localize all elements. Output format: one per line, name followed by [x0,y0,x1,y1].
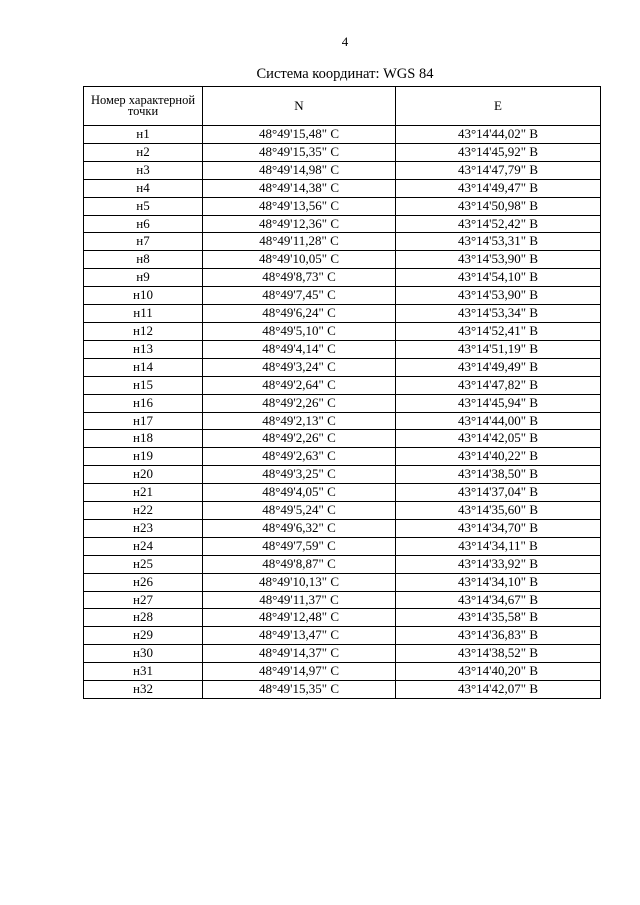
latitude-cell: 48°49'8,73" С [203,269,396,287]
table-row [84,645,601,663]
point-number-cell: н26 [84,573,203,591]
latitude-cell: 48°49'7,45" С [203,287,396,305]
point-number-cell: н21 [84,484,203,502]
longitude-cell: 43°14'44,00" В [396,412,601,430]
table-row [84,519,601,537]
point-number-cell: н23 [84,519,203,537]
page-number: 4 [341,34,349,49]
longitude-cell: 43°14'45,94" В [396,394,601,412]
table-row [84,126,601,144]
latitude-cell: 48°49'4,05" С [203,484,396,502]
table-row [84,233,601,251]
latitude-cell: 48°49'6,24" С [203,305,396,323]
table-row [84,502,601,520]
header-row [84,87,601,126]
point-number-cell: н12 [84,322,203,340]
longitude-cell: 43°14'53,90" В [396,251,601,269]
table-row [84,466,601,484]
latitude-cell: 48°49'7,59" С [203,537,396,555]
point-number-cell: н25 [84,555,203,573]
latitude-cell: 48°49'4,14" С [203,340,396,358]
point-number-cell: н27 [84,591,203,609]
table-row [84,555,601,573]
latitude-cell: 48°49'14,38" С [203,179,396,197]
point-number-cell: н29 [84,627,203,645]
longitude-cell: 43°14'42,07" В [396,681,601,699]
latitude-cell: 48°49'15,35" С [203,143,396,161]
table-row [84,627,601,645]
table-row [84,215,601,233]
point-number-cell: н32 [84,681,203,699]
point-number-cell: н14 [84,358,203,376]
longitude-cell: 43°14'51,19" В [396,340,601,358]
longitude-cell: 43°14'53,90" В [396,287,601,305]
latitude-cell: 48°49'14,97" С [203,663,396,681]
latitude-cell: 48°49'12,48" С [203,609,396,627]
point-number-cell: н16 [84,394,203,412]
point-number-cell: н7 [84,233,203,251]
point-number-cell: н30 [84,645,203,663]
point-number-cell: н18 [84,430,203,448]
table-row [84,376,601,394]
latitude-cell: 48°49'10,13" С [203,573,396,591]
longitude-cell: 43°14'40,20" В [396,663,601,681]
latitude-cell: 48°49'14,37" С [203,645,396,663]
table-row [84,322,601,340]
point-number-cell: н24 [84,537,203,555]
longitude-cell: 43°14'36,83" В [396,627,601,645]
longitude-cell: 43°14'38,52" В [396,645,601,663]
point-number-cell: н10 [84,287,203,305]
table-row [84,358,601,376]
point-number-cell: н8 [84,251,203,269]
table-row [84,269,601,287]
point-number-cell: н28 [84,609,203,627]
table-row [84,179,601,197]
table-body [84,126,601,699]
latitude-cell: 48°49'12,36" С [203,215,396,233]
longitude-cell: 43°14'33,92" В [396,555,601,573]
longitude-cell: 43°14'34,10" В [396,573,601,591]
latitude-cell: 48°49'15,48" С [203,126,396,144]
point-number-cell: н20 [84,466,203,484]
longitude-cell: 43°14'40,22" В [396,448,601,466]
point-number-cell: н9 [84,269,203,287]
table-row [84,340,601,358]
latitude-cell: 48°49'13,56" С [203,197,396,215]
point-number-cell: н5 [84,197,203,215]
table-row [84,591,601,609]
latitude-cell: 48°49'2,13" С [203,412,396,430]
latitude-cell: 48°49'5,10" С [203,322,396,340]
latitude-cell: 48°49'11,28" С [203,233,396,251]
latitude-cell: 48°49'2,26" С [203,394,396,412]
table-row [84,161,601,179]
point-number-cell: н31 [84,663,203,681]
longitude-cell: 43°14'37,04" В [396,484,601,502]
table-row [84,448,601,466]
longitude-cell: 43°14'54,10" В [396,269,601,287]
point-number-cell: н2 [84,143,203,161]
table-header [84,87,601,126]
latitude-cell: 48°49'2,63" С [203,448,396,466]
table-row [84,430,601,448]
latitude-cell: 48°49'15,35" С [203,681,396,699]
header-longitude: E [396,87,601,126]
table-row [84,609,601,627]
longitude-cell: 43°14'52,42" В [396,215,601,233]
point-number-cell: н15 [84,376,203,394]
longitude-cell: 43°14'53,31" В [396,233,601,251]
longitude-cell: 43°14'53,34" В [396,305,601,323]
point-number-cell: н6 [84,215,203,233]
header-latitude: N [203,87,396,126]
longitude-cell: 43°14'52,41" В [396,322,601,340]
latitude-cell: 48°49'13,47" С [203,627,396,645]
longitude-cell: 43°14'47,82" В [396,376,601,394]
point-number-cell: н22 [84,502,203,520]
longitude-cell: 43°14'38,50" В [396,466,601,484]
point-number-cell: н3 [84,161,203,179]
point-number-cell: н1 [84,126,203,144]
table-row [84,143,601,161]
table-row [84,251,601,269]
longitude-cell: 43°14'49,47" В [396,179,601,197]
table-row [84,412,601,430]
coordinates-table [83,86,601,699]
coordinate-system-caption: Система координат: WGS 84 [256,66,434,82]
table-row [84,537,601,555]
table-row [84,484,601,502]
longitude-cell: 43°14'35,60" В [396,502,601,520]
header-point-number: Номер характерной точки [84,87,203,126]
latitude-cell: 48°49'14,98" С [203,161,396,179]
latitude-cell: 48°49'2,26" С [203,430,396,448]
point-number-cell: н19 [84,448,203,466]
longitude-cell: 43°14'49,49" В [396,358,601,376]
longitude-cell: 43°14'34,70" В [396,519,601,537]
longitude-cell: 43°14'45,92" В [396,143,601,161]
latitude-cell: 48°49'2,64" С [203,376,396,394]
longitude-cell: 43°14'34,11" В [396,537,601,555]
table-row [84,394,601,412]
table-row [84,681,601,699]
table-row [84,287,601,305]
latitude-cell: 48°49'3,24" С [203,358,396,376]
point-number-cell: н13 [84,340,203,358]
latitude-cell: 48°49'6,32" С [203,519,396,537]
point-number-cell: н17 [84,412,203,430]
longitude-cell: 43°14'44,02" В [396,126,601,144]
table-row [84,663,601,681]
longitude-cell: 43°14'34,67" В [396,591,601,609]
latitude-cell: 48°49'10,05" С [203,251,396,269]
longitude-cell: 43°14'50,98" В [396,197,601,215]
point-number-cell: н4 [84,179,203,197]
point-number-cell: н11 [84,305,203,323]
longitude-cell: 43°14'35,58" В [396,609,601,627]
latitude-cell: 48°49'3,25" С [203,466,396,484]
table-row [84,573,601,591]
latitude-cell: 48°49'11,37" С [203,591,396,609]
latitude-cell: 48°49'5,24" С [203,502,396,520]
longitude-cell: 43°14'47,79" В [396,161,601,179]
latitude-cell: 48°49'8,87" С [203,555,396,573]
table-row [84,197,601,215]
longitude-cell: 43°14'42,05" В [396,430,601,448]
table-row [84,305,601,323]
